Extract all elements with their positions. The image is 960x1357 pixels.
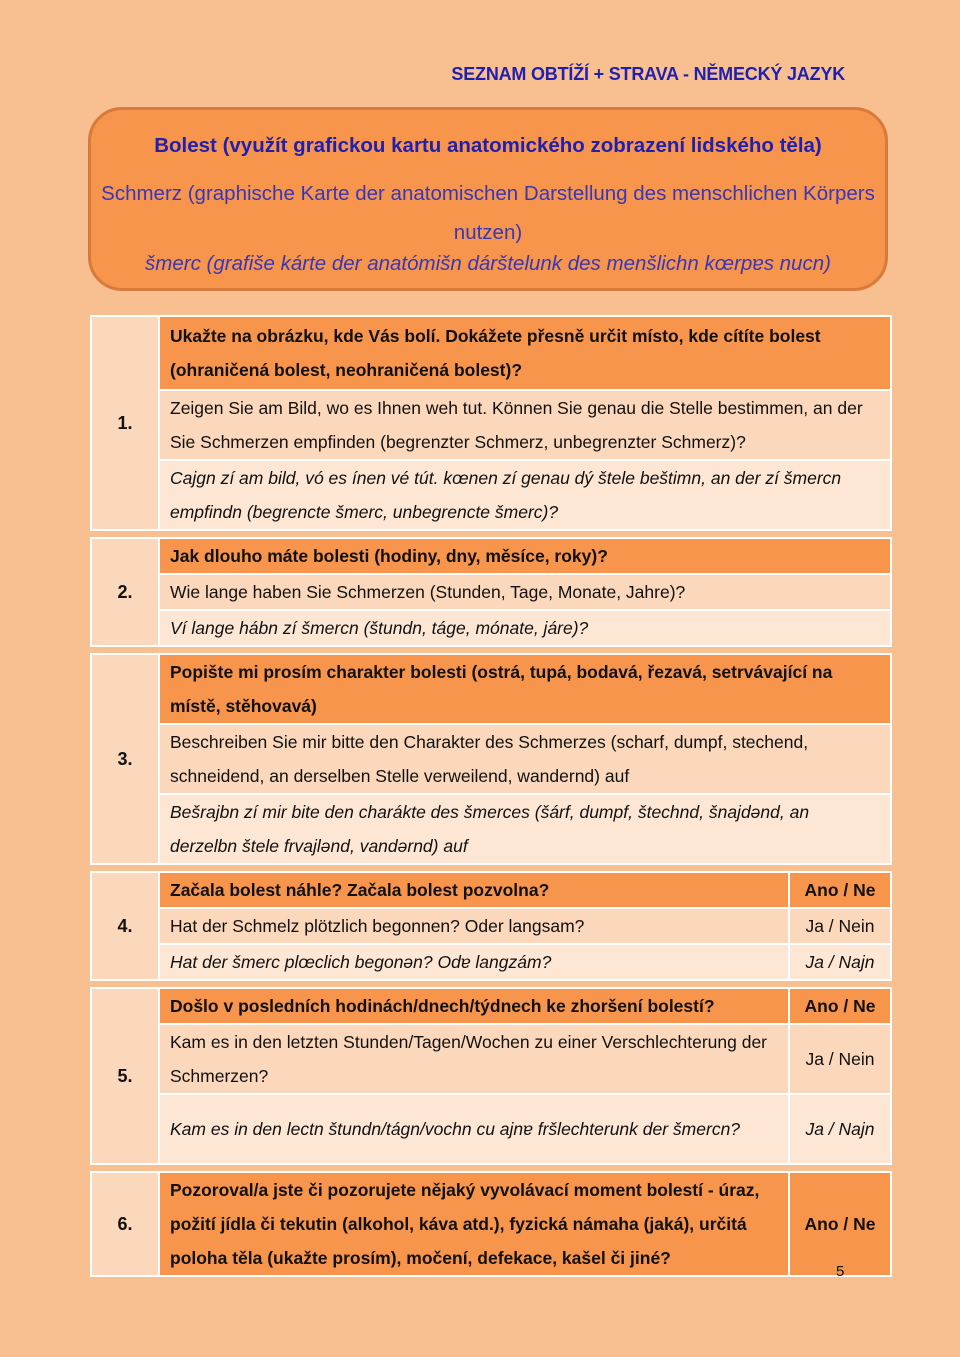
question-5-czech-row: [91, 988, 891, 1024]
question-2-phonetic-row: [91, 610, 891, 646]
question-4-german-row: [91, 908, 891, 944]
question-phonetic: Cajgn zí am bild, vó es ínen vé tút. kœnen zí genau dý štele beštimn, an der zí šmercn empfindn (begrencte šmerc, unbegrencte šmerc)?: [159, 460, 891, 530]
question-4-czech-row: [91, 872, 891, 908]
question-number: 3.: [91, 654, 159, 864]
question-german: Wie lange haben Sie Schmerzen (Stunden, Tage, Monate, Jahre)?: [159, 574, 891, 610]
questions-table: [90, 315, 892, 1277]
question-4-phonetic-row: [91, 944, 891, 980]
question-3-german-row: [91, 724, 891, 794]
question-phonetic: Ví lange hábn zí šmercn (štundn, táge, mónate, járe)?: [159, 610, 891, 646]
question-phonetic: Hat der šmerc plœclich begonən? Odɐ langzám?: [159, 944, 789, 980]
question-number: 6.: [91, 1172, 159, 1276]
question-czech: Popište mi prosím charakter bolesti (ostrá, tupá, bodavá, řezavá, setrvávající na místě, stěhovavá): [159, 654, 891, 724]
page-header-title: SEZNAM OBTÍŽÍ + STRAVA - NĚMECKÝ JAZYK: [451, 64, 845, 84]
question-3-czech-row: [91, 654, 891, 724]
question-german: Zeigen Sie am Bild, wo es Ihnen weh tut. Können Sie genau die Stelle bestimmen, an der Sie Schmerzen empfinden (begrenzter Schmerz, unbegrenzter Schmerz)?: [159, 390, 891, 460]
question-phonetic: Kam es in den lectn štundn/tágn/vochn cu ajnɐ fršlechterunk der šmercn?: [159, 1094, 789, 1164]
question-1-phonetic-row: [91, 460, 891, 530]
question-number: 5.: [91, 988, 159, 1164]
page-number: 5: [836, 1263, 845, 1280]
answer-phonetic: Ja / Najn: [789, 944, 891, 980]
question-czech: Došlo v posledních hodinách/dnech/týdnech ke zhoršení bolestí?: [159, 988, 789, 1024]
question-czech: Začala bolest náhle? Začala bolest pozvolna?: [159, 872, 789, 908]
question-number: 1.: [91, 316, 159, 530]
answer-czech: Ano / Ne: [789, 1172, 891, 1276]
question-czech: Pozoroval/a jste či pozorujete nějaký vyvolávací moment bolestí - úraz, požití jídla či tekutin (alkohol, káva atd.), fyzická námaha (jaká), určitá poloha těla (ukažte prosím), močení, defekace, kašel či jiné?: [159, 1172, 789, 1276]
question-2-german-row: [91, 574, 891, 610]
question-1-german-row: [91, 390, 891, 460]
section-title-german: Schmerz (graphische Karte der anatomischen Darstellung des menschlichen Körpers nutzen): [101, 182, 875, 244]
answer-czech: Ano / Ne: [789, 988, 891, 1024]
question-2-czech-row: [91, 538, 891, 574]
section-title-czech: Bolest (využít grafickou kartu anatomického zobrazení lidského těla): [154, 134, 822, 157]
answer-german: Ja / Nein: [789, 1024, 891, 1094]
question-6-czech-row: [91, 1172, 891, 1276]
question-5-german-row: [91, 1024, 891, 1094]
question-number: 2.: [91, 538, 159, 646]
question-german: Beschreiben Sie mir bitte den Charakter des Schmerzes (scharf, dumpf, stechend, schneidend, an derselben Stelle verweilend, wandernd) auf: [159, 724, 891, 794]
question-3-phonetic-row: [91, 794, 891, 864]
section-title-box: [88, 107, 888, 291]
question-german: Hat der Schmelz plötzlich begonnen? Oder langsam?: [159, 908, 789, 944]
question-czech: Jak dlouho máte bolesti (hodiny, dny, měsíce, roky)?: [159, 538, 891, 574]
question-1-czech-row: [91, 316, 891, 390]
question-number: 4.: [91, 872, 159, 980]
answer-phonetic: Ja / Najn: [789, 1094, 891, 1164]
answer-german: Ja / Nein: [789, 908, 891, 944]
question-phonetic: Bešrajbn zí mir bite den charákte des šmerces (šárf, dumpf, štechnd, šnajdənd, an derzelbn štele frvajlənd, vandərnd) auf: [159, 794, 891, 864]
question-5-phonetic-row: [91, 1094, 891, 1164]
question-german: Kam es in den letzten Stunden/Tagen/Wochen zu einer Verschlechterung der Schmerzen?: [159, 1024, 789, 1094]
section-title-phonetic: šmerc (grafiše kárte der anatómišn dárštelunk des menšlichn kœrpɐs nucn): [145, 252, 831, 275]
question-czech: Ukažte na obrázku, kde Vás bolí. Dokážete přesně určit místo, kde cítíte bolest (ohraničená bolest, neohraničená bolest)?: [159, 316, 891, 390]
answer-czech: Ano / Ne: [789, 872, 891, 908]
